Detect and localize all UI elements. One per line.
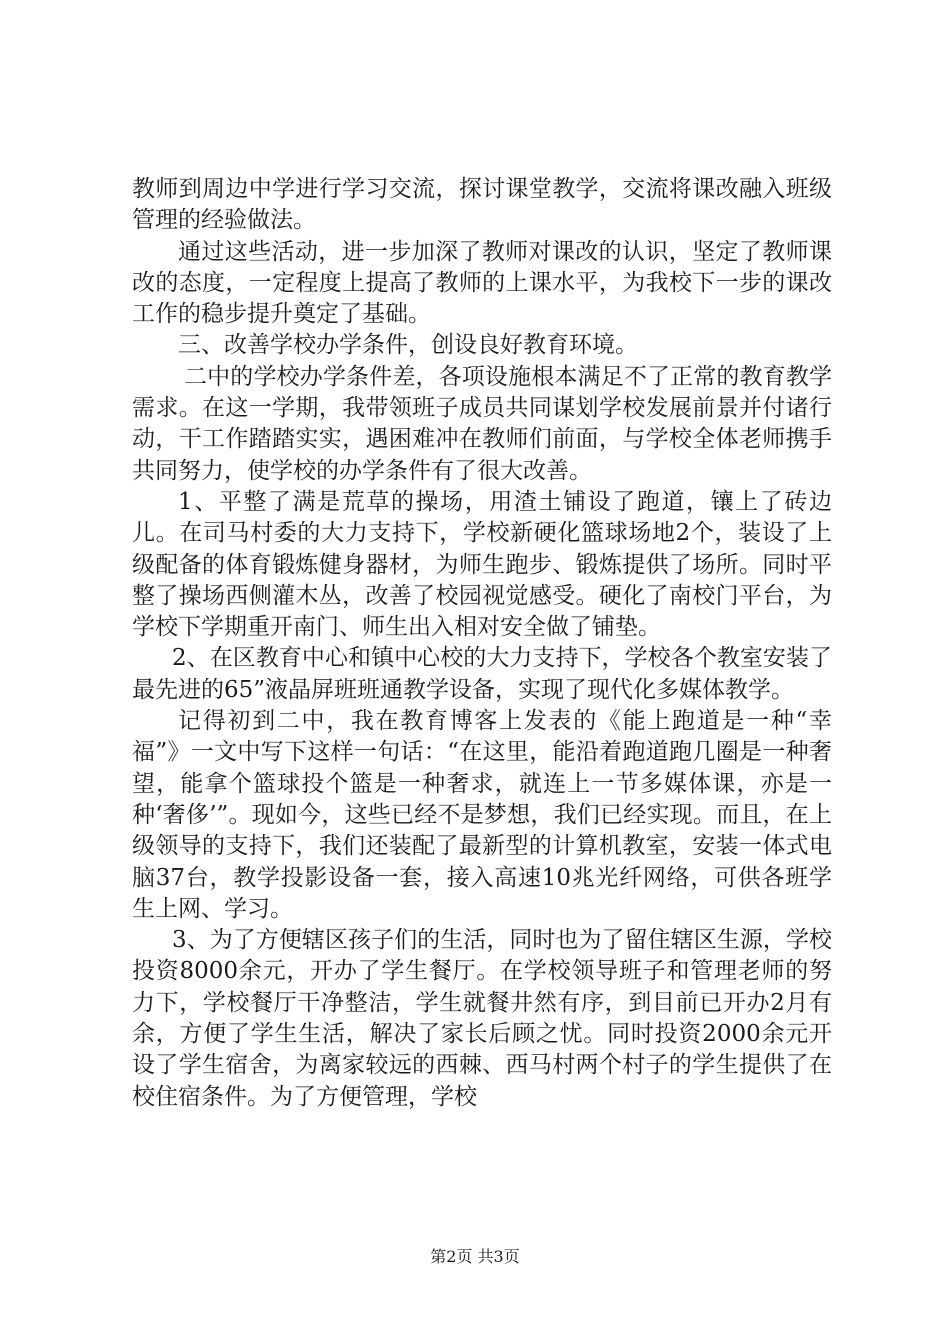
paragraph-item-2: 2、在区教育中心和镇中心校的大力支持下，学校各个教室安装了最先进的65”液晶屏班班通教学设备，实现了现代化多媒体教学。	[132, 645, 832, 703]
paragraph-4: 二中的学校办学条件差，各项设施根本满足不了正常的教育教学需求。在这一学期，我带领班子成员共同谋划学校发展前景并付诸行动，干工作踏踏实实，遇困难冲在教师们前面，与学校全体老师携手共同努力，使学校的办学条件有了很大改善。	[132, 363, 832, 484]
paragraph-recollection: 记得初到二中，我在教育博客上发表的《能上跑道是一种“幸福”》一文中写下这样一句话：“在这里，能沿着跑道跑几圈是一种奢望，能拿个篮球投个篮是一种奢求，就连上一节多媒体课，亦是一种‘奢侈’”。现如今，这些已经不是梦想，我们已经实现。而且，在上级领导的支持下，我们还装配了最新型的计算机教室，安装一体式电脑37台，教学投影设备一套，接入高速10兆光纤网络，可供各班学生上网、学习。	[132, 708, 832, 922]
paragraph-2: 通过这些活动，进一步加深了教师对课改的认识，坚定了教师课改的态度，一定程度上提高了教师的上课水平，为我校下一步的课改工作的稳步提升奠定了基础。	[132, 238, 832, 328]
section-heading-3: 三、改善学校办学条件，创设良好教育环境。	[178, 332, 638, 359]
document-body	[132, 174, 832, 1113]
paragraph-item-3: 3、为了方便辖区孩子们的生活，同时也为了留住辖区生源，学校投资8000余元，开办了学生餐厅。在学校领导班子和管理老师的努力下，学校餐厅干净整洁，学生就餐井然有序，到目前已开办2月有余，方便了学生生活，解决了家长后顾之忧。同时投资2000余元开设了学生宿舍，为离家较远的西棘、西马村两个村子的学生提供了在校住宿条件。为了方便管理，学校	[132, 927, 832, 1110]
paragraph-1: 教师到周边中学进行学习交流，探讨课堂教学，交流将课改融入班级管理的经验做法。	[132, 176, 832, 234]
page-footer: 第2页 共3页	[430, 1247, 520, 1266]
paragraph-item-1: 1、平整了满是荒草的操场，用渣土铺设了跑道，镶上了砖边儿。在司马村委的大力支持下，学校新硬化篮球场地2个，装设了上级配备的体育锻炼健身器材，为师生跑步、锻炼提供了场所。同时平整了操场西侧灌木丛，改善了校园视觉感受。硬化了南校门平台，为学校下学期重开南门、师生出入相对安全做了铺垫。	[132, 488, 832, 641]
